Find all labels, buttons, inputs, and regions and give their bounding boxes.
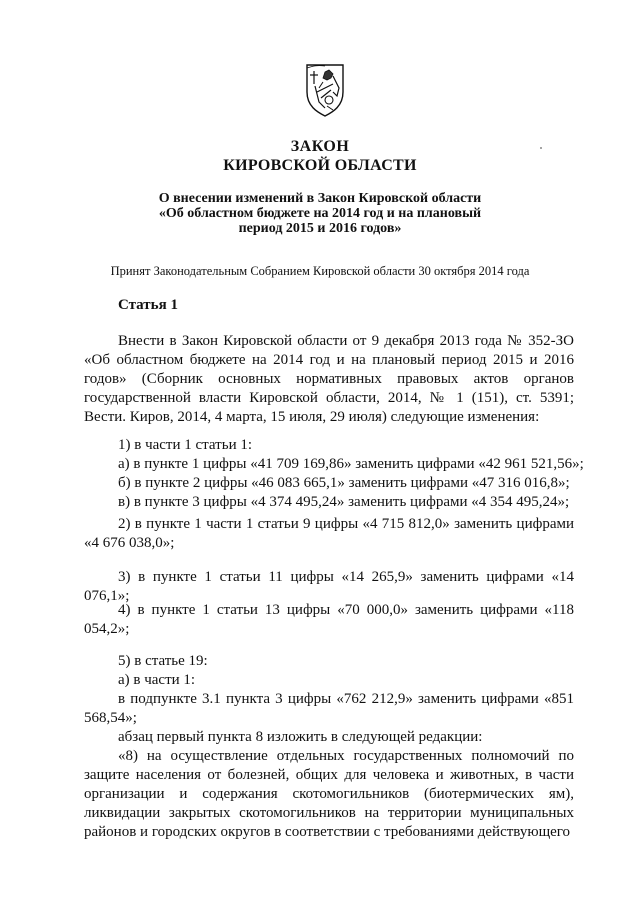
amendment-paragraph: абзац первый пункта 8 изложить в следующей редакции: (118, 729, 483, 745)
law-heading: ЗАКОН (290, 138, 350, 155)
kirov-oblast-coat-of-arms-icon (303, 62, 347, 118)
amendment-paragraph: 4) в пункте 1 статьи 13 цифры «70 000,0» заменить цифрами «118 054,2»; (84, 602, 574, 637)
main-paragraph: Внести в Закон Кировской области от 9 декабря 2013 года № 352-ЗО «Об областном бюджете на 2014 год и на плановый период 2015 и 2016 годов» (Сборник основных нормативных правовых актов органов государственной власти Кировской области, 2014, № 1 (151), ст. 5391; Вести. Киров, 2014, 4 марта, 15 июля, 29 июля) следующие изменения: (84, 333, 574, 425)
amendment-paragraph: 2) в пункте 1 части 1 статьи 9 цифры «4 715 812,0» заменить цифрами «4 676 038,0»; (84, 516, 574, 551)
region-heading: КИРОВСКОЙ ОБЛАСТИ (223, 157, 417, 174)
main-paragraph-block (84, 332, 574, 427)
amendment-line: 5) в статье 19: (118, 653, 208, 669)
amendment-line: б) в пункте 2 цифры «46 083 665,1» заменить цифрами «47 316 016,8»; (118, 475, 570, 491)
law-title-line: «Об областном бюджете на 2014 год и на плановый (158, 206, 482, 221)
amendment-line: 1) в части 1 статьи 1: (118, 437, 253, 453)
law-title (120, 191, 520, 236)
amendment-line: а) в части 1: (118, 672, 196, 688)
amendment-item-4 (84, 601, 574, 639)
amendment-quote: «8) на осуществление отдельных государственных полномочий по защите населения от болезней, общих для человека и животных, в части организации и содержания скотомогильников (биотермических ям), ликвидации закрытых скотомогильников на территории муниципальных районов и городских округов в соответствии с требованиями действующего (84, 748, 574, 840)
article-heading: Статья 1 (118, 297, 178, 313)
amendment-paragraph: 3) в пункте 1 статьи 11 цифры «14 265,9» заменить цифрами «14 076,1»; (84, 569, 574, 604)
amendment-item-5 (84, 652, 574, 842)
amendment-item-2 (84, 515, 574, 553)
amendment-item-1 (84, 436, 584, 512)
amendment-line: в) в пункте 3 цифры «4 374 495,24» заменить цифрами «4 354 495,24»; (118, 494, 570, 510)
amendment-paragraph: в подпункте 3.1 пункта 3 цифры «762 212,9» заменить цифрами «851 568,54»; (84, 691, 574, 726)
law-title-line: период 2015 и 2016 годов» (238, 221, 402, 236)
law-title-line: О внесении изменений в Закон Кировской области (158, 191, 482, 206)
amendment-line: а) в пункте 1 цифры «41 709 169,86» заменить цифрами «42 961 521,56»; (118, 456, 584, 472)
adoption-note: Принят Законодательным Собранием Кировской области 30 октября 2014 года (110, 264, 530, 278)
